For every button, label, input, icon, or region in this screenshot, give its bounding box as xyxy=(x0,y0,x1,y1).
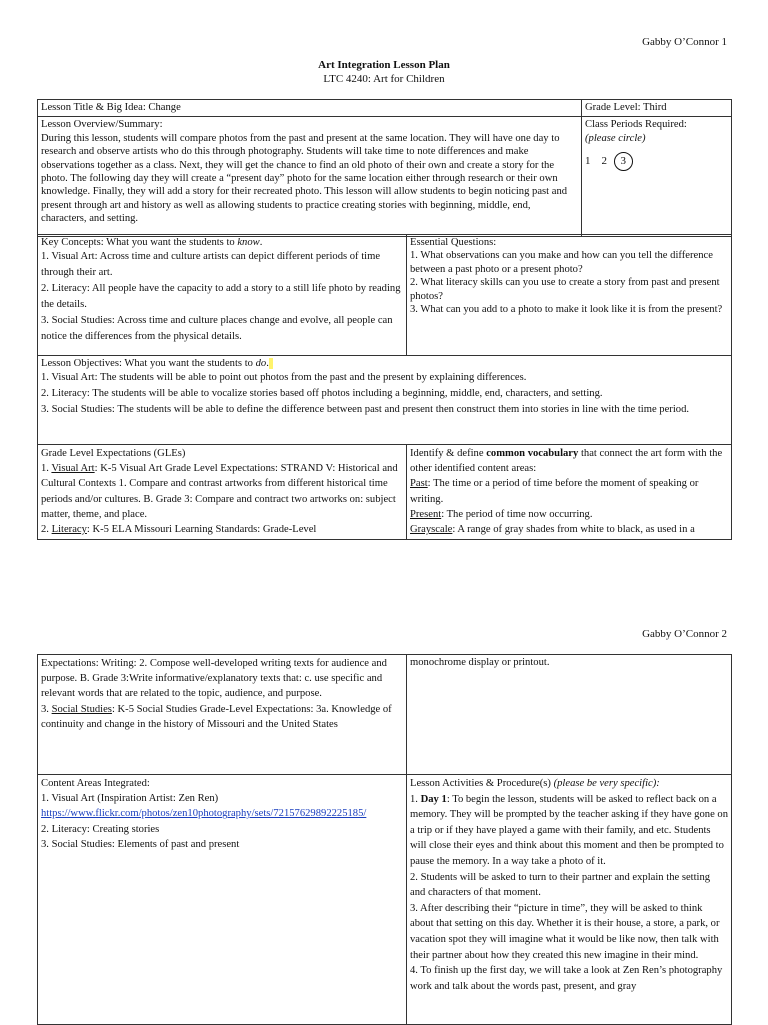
class-periods-heading: Class Periods Required: xyxy=(585,119,687,131)
grade-level-cell: Grade Level: Third xyxy=(582,100,732,117)
objectives-cell xyxy=(38,356,732,445)
activity-day-1: 1. Day 1: To begin the lesson, students will be asked to reflect back on a memory. They will be prompted by the teacher asking if they have gone on a trip or if they have played a game with their family, and etc. Students will close their eyes and think about this moment and then be prompted to pause the memory. In a way take a photo of it. xyxy=(410,793,729,867)
page-header-name-2: Gabby O’Connor 2 xyxy=(642,628,727,640)
class-periods-note: (please circle) xyxy=(585,132,646,144)
gle-visual-art: 1. Visual Art: K-5 Visual Art Grade Level Expectations: STRAND V: Historical and Cultural Contexts 1. Compare and contrast artworks from different historical time periods and/or cultures. B. Grade 3: Compare and contract two artworks on: subject matter, theme, and place. xyxy=(41,463,398,520)
vocabulary-intro: Identify & define common vocabulary that connect the art form with the other identified content areas: xyxy=(410,448,723,475)
title-bold: Art Integration Lesson Plan xyxy=(318,59,450,71)
objective-1: 1. Visual Art: The students will be able to point out photos from the past and the present by explaining differences. xyxy=(41,372,527,384)
gle-cell xyxy=(38,445,407,540)
key-concepts-cell xyxy=(38,235,407,356)
content-areas-cell xyxy=(38,775,407,1025)
key-concept-1: 1. Visual Art: Across time and culture artists can depict different periods of time through their art. xyxy=(41,251,381,279)
gle-heading: Grade Level Expectations (GLEs) xyxy=(41,448,186,459)
text-highlight-mark xyxy=(269,358,273,369)
activities-heading: Lesson Activities & Procedure(s) (please be very specific): xyxy=(410,778,660,789)
vocab-present: Present: The period of time now occurring. xyxy=(410,508,593,520)
essential-questions-cell xyxy=(407,235,732,356)
objective-2: 2. Literacy: The students will be able to vocalize stories based off photos including a beginning, middle, end, characters, and setting. xyxy=(41,388,603,400)
gle-literacy: 2. Literacy: K-5 ELA Missouri Learning Standards: Grade-Level xyxy=(41,524,317,536)
vocab-past: Past: The time or a period of time before the moment of speaking or writing. xyxy=(410,478,699,505)
activity-step-2: 2. Students will be asked to turn to their partner and explain the setting and characters of that moment. xyxy=(410,871,711,899)
grayscale-continuation-cell xyxy=(407,655,732,775)
content-areas-heading: Content Areas Integrated: xyxy=(41,778,150,789)
class-periods-cell xyxy=(582,117,732,237)
essential-question-1: 1. What observations can you make and how can you tell the difference between a past photo or a present photo? xyxy=(410,250,713,275)
lesson-plan-table-2 xyxy=(37,234,732,540)
vocabulary-cell xyxy=(407,445,732,540)
content-area-literacy: 2. Literacy: Creating stories xyxy=(41,823,160,835)
overview-heading: Lesson Overview/Summary: xyxy=(41,119,163,131)
content-area-social-studies: 3. Social Studies: Elements of past and present xyxy=(41,838,240,850)
writing-expectations: Expectations: Writing: 2. Compose well-developed writing texts for audience and purpose. B. Grade 3:Write informative/explanatory texts that: c. use specific and relevant words that are related to the topic, audience, and purpose. xyxy=(41,658,387,700)
activities-cell xyxy=(407,775,732,1025)
key-concept-2: 2. Literacy: All people have the capacity to add a story to a still life photo by reading the details. xyxy=(41,283,401,311)
overview-cell xyxy=(38,117,582,237)
page-2 xyxy=(0,600,768,1024)
social-studies-gle: 3. Social Studies: K-5 Social Studies Grade-Level Expectations: 3a. Knowledge of continuity and change in the history of Missouri and the United States xyxy=(41,703,392,730)
content-area-visual-art: 1. Visual Art (Inspiration Artist: Zen Ren) xyxy=(41,793,219,805)
activity-step-4: 4. To finish up the first day, we will take a look at Zen Ren’s photography work and talk about the words past, present, and gray xyxy=(410,965,723,992)
key-concept-3: 3. Social Studies: Across time and culture places change and evolve, all people can notice the differences from the physical details. xyxy=(41,315,393,343)
page-header-name: Gabby O’Connor 1 xyxy=(642,36,727,48)
objective-3: 3. Social Studies: The students will be able to define the difference between past and present then construct them into stories in line with the time period. xyxy=(41,404,690,416)
vocab-grayscale: Grayscale: A range of gray shades from white to black, as used in a xyxy=(410,524,695,536)
document-title xyxy=(0,58,768,86)
lesson-plan-table-1 xyxy=(37,99,732,237)
activity-step-3: 3. After describing their “picture in time”, they will be asked to think about that setting on this day. Whether it is their house, a store, a park, or vacation spot they will imagine what it would be like now, then talk with their partner about how they created this new imagine in their mind. xyxy=(410,902,720,961)
zen-ren-flickr-link[interactable]: https://www.flickr.com/photos/zen10photography/sets/72157629892225185/ xyxy=(41,808,367,820)
overview-text: During this lesson, students will compare photos from the past and present at the same location. They will have one day to research and observe artists who do this through photography. Students will take time to note differences and make observations together as a class. Next, they will get the chance to find an old photo of their own and create a story for the photo. The following day they will create a “present day” photo for the same location either through research or their own knowledge. Finally, they will add a story for their recreated photo. This lesson will allow students to begin noticing past and present through art and history as well as allowing students to practice creating stories with beginning, middle, end, characters, and setting. xyxy=(41,132,568,225)
essential-question-2: 2. What literacy skills can you use to create a story from past and present photos? xyxy=(410,277,720,302)
course-subtitle: LTC 4240: Art for Children xyxy=(323,73,445,85)
lesson-plan-table-3 xyxy=(37,654,732,1025)
objectives-heading: Lesson Objectives: What you want the students to do. xyxy=(41,357,728,370)
period-option-2[interactable]: 2 xyxy=(601,155,607,168)
grayscale-continuation: monochrome display or printout. xyxy=(410,657,550,668)
expectations-cell xyxy=(38,655,407,775)
period-option-1[interactable]: 1 xyxy=(585,155,591,168)
essential-question-3: 3. What can you add to a photo to make it look like it is from the present? xyxy=(410,304,723,316)
lesson-title-cell: Lesson Title & Big Idea: Change xyxy=(38,100,582,117)
key-concepts-heading: Key Concepts: What you want the students to know. xyxy=(41,237,263,248)
essential-heading: Essential Questions: xyxy=(410,237,497,248)
period-option-3-circled[interactable]: 3 xyxy=(614,152,633,171)
class-periods-options xyxy=(585,152,728,171)
